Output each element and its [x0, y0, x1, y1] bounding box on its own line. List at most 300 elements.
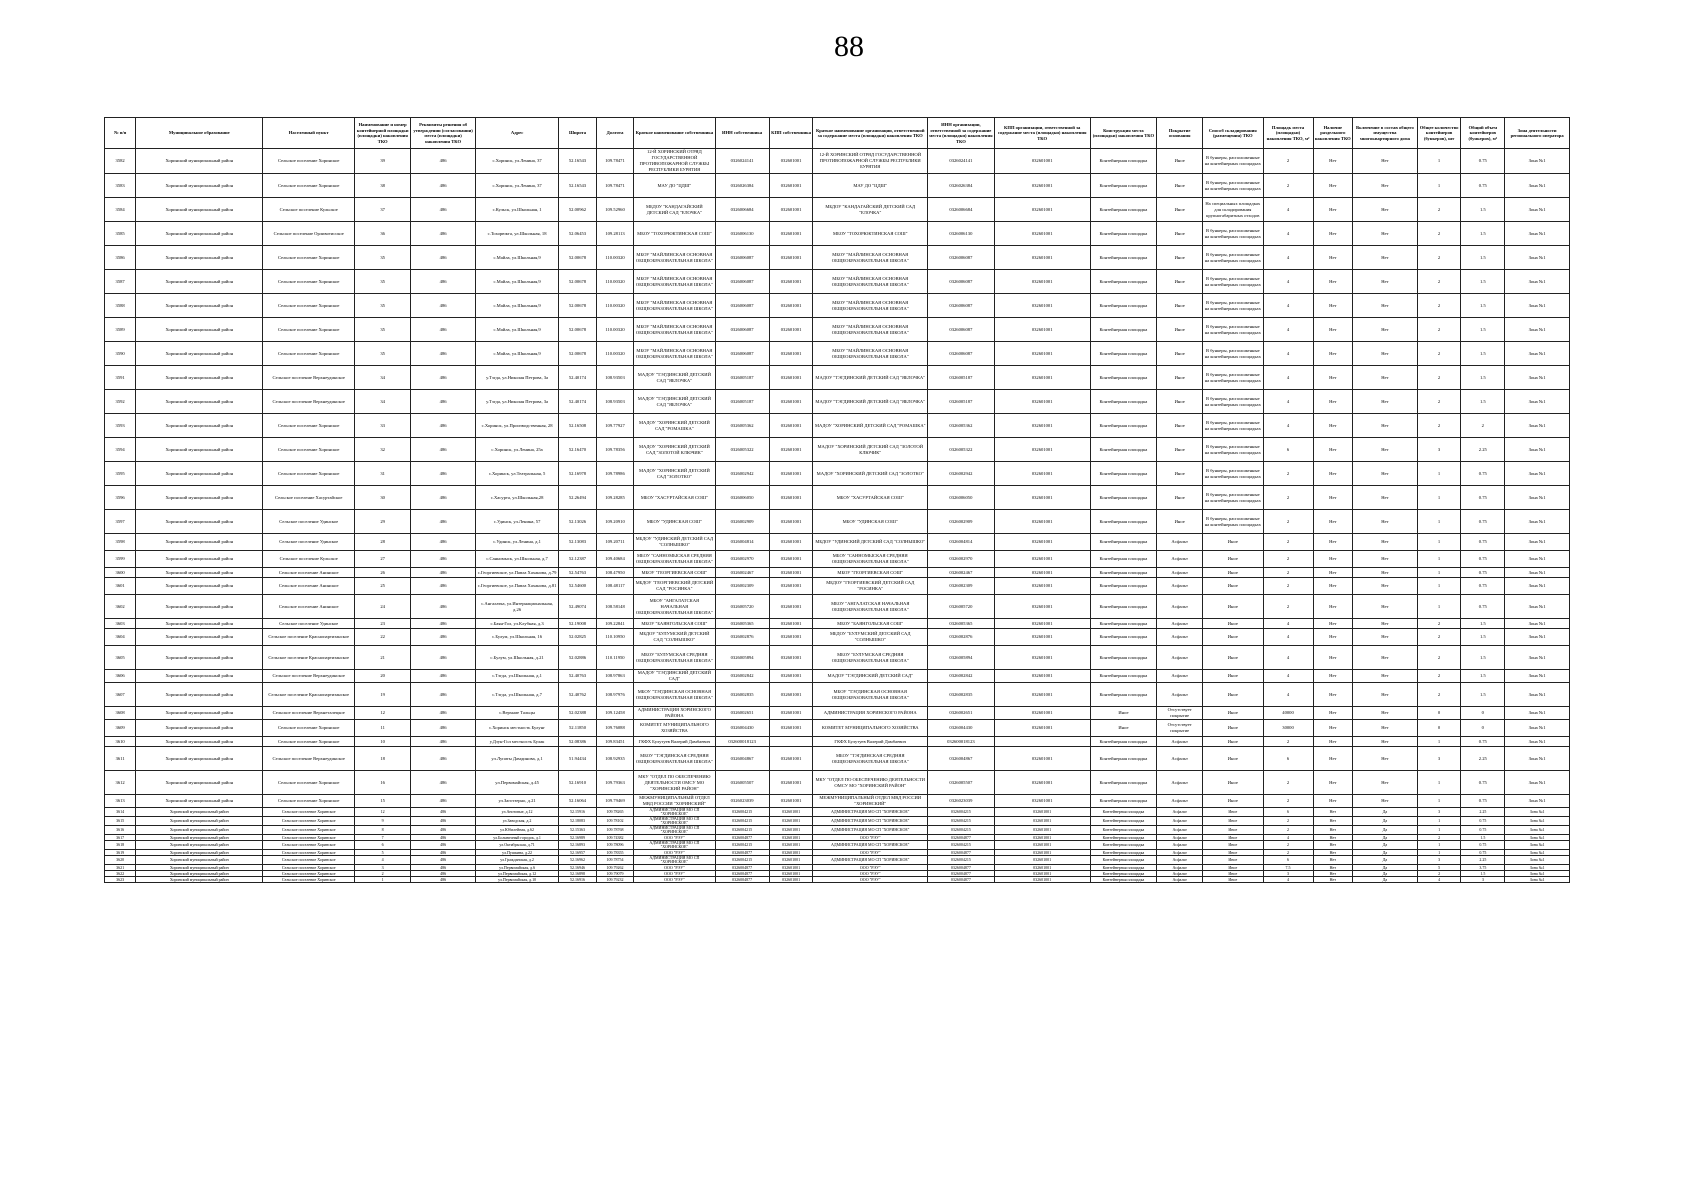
table-cell: Сельское поселение Хоринское: [263, 841, 355, 850]
table-cell: 032601001: [994, 720, 1090, 737]
table-cell: 032601001: [769, 246, 813, 270]
table-cell: ул.Юбилейная, д.62: [475, 826, 558, 835]
table-cell: с.Хоринск, ул.Производственная, 28: [475, 414, 558, 438]
table-cell: Нет: [1353, 198, 1418, 222]
table-cell: Зона №1: [1505, 865, 1570, 871]
table-cell: с.Майла, ул.Школьная,9: [475, 318, 558, 342]
table-cell: МАДОУ "ХОРИНСКИЙ ДЕТСКИЙ САД "РОМАШКА": [813, 414, 928, 438]
table-cell: 35: [355, 342, 411, 366]
table-cell: 3589: [105, 318, 136, 342]
table-cell: 0326005362: [928, 414, 995, 438]
table-cell: Зона №1: [1505, 683, 1570, 707]
table-cell: 032600018123: [715, 737, 769, 747]
table-cell: 032601001: [994, 270, 1090, 294]
table-cell: ООО "РЭУ": [813, 865, 928, 871]
table-cell: 0326006087: [928, 246, 995, 270]
table-cell: Нет: [1313, 856, 1353, 865]
table-cell: 109.74382: [596, 835, 634, 841]
table-cell: 486: [411, 646, 476, 670]
table-cell: АДМИНИСТРАЦИЯ ХОРИНСКОГО РАЙОНА: [813, 707, 928, 720]
table-cell: Иное: [1203, 707, 1263, 720]
table-cell: 486: [411, 534, 476, 551]
table-cell: Да: [1353, 877, 1418, 883]
table-cell: Контейнерная площадка: [1090, 551, 1157, 568]
table-cell: 3584: [105, 198, 136, 222]
table-cell: Нет: [1353, 486, 1418, 510]
table-cell: 2.25: [1461, 856, 1505, 865]
table-cell: Хоринский муниципальный район: [136, 318, 263, 342]
table-cell: Нет: [1313, 366, 1353, 390]
table-cell: 1: [1417, 174, 1461, 198]
table-cell: 032601001: [994, 747, 1090, 771]
table-cell: Иное: [1203, 737, 1263, 747]
table-cell: 2: [1263, 841, 1313, 850]
table-cell: В бункеры, расположенные на контейнерных площадках: [1203, 342, 1263, 366]
table-row: [105, 510, 1570, 534]
table-cell: 3: [1417, 856, 1461, 865]
table-cell: 6: [355, 841, 411, 850]
table-cell: Сельское поселение Анинское: [263, 595, 355, 619]
table-cell: ул.Первомайская, д.12: [475, 871, 558, 877]
table-row: [105, 294, 1570, 318]
table-cell: Зона №1: [1505, 629, 1570, 646]
table-cell: 2: [1417, 318, 1461, 342]
table-cell: 1.5: [1461, 198, 1505, 222]
table-cell: Сельское поселение Удинское: [263, 619, 355, 629]
table-cell: 3607: [105, 683, 136, 707]
table-cell: 4: [1263, 619, 1313, 629]
table-cell: 3582: [105, 149, 136, 174]
table-cell: 35: [355, 318, 411, 342]
table-cell: 0326002909: [715, 510, 769, 534]
table-cell: 52.00678: [559, 294, 597, 318]
table-cell: Хоринский муниципальный район: [136, 149, 263, 174]
table-cell: 16: [355, 771, 411, 795]
table-cell: 0326005720: [715, 595, 769, 619]
table-cell: Зона №1: [1505, 795, 1570, 808]
table-cell: Нет: [1353, 294, 1418, 318]
table-cell: МАДОУ "ТЭГДИНСКИЙ ДЕТСКИЙ САД "ЯБЛОЧКА": [813, 390, 928, 414]
table-cell: у.Дзун-Гол местность Булак: [475, 737, 558, 747]
table-cell: 032601001: [994, 817, 1090, 826]
table-cell: Зона №1: [1505, 595, 1570, 619]
table-cell: 0326006684: [928, 198, 995, 222]
table-cell: Иное: [1157, 438, 1203, 462]
table-cell: 032601001: [769, 841, 813, 850]
table-cell: 1: [1417, 850, 1461, 856]
table-cell: 0326004215: [715, 856, 769, 865]
table-cell: 2: [1417, 414, 1461, 438]
table-cell: у.Тэгда, ул.Николая Петрова, 3а: [475, 366, 558, 390]
table-cell: 032601001: [769, 877, 813, 883]
table-cell: 2: [355, 871, 411, 877]
table-row: [105, 683, 1570, 707]
table-cell: 0: [1461, 720, 1505, 737]
table-cell: 1.5: [1461, 390, 1505, 414]
table-cell: 486: [411, 707, 476, 720]
table-cell: 110.00320: [596, 294, 634, 318]
table-cell: Иное: [1157, 318, 1203, 342]
table-cell: Хоринский муниципальный район: [136, 646, 263, 670]
table-cell: 0326006130: [715, 222, 769, 246]
table-cell: Нет: [1353, 720, 1418, 737]
table-cell: МБОУ "ТЭГДИНСКАЯ СРЕДНЯЯ ОБЩЕОБРАЗОВАТЕЛЬНАЯ ШКОЛА": [634, 747, 715, 771]
table-cell: ул.Первомайская, д.10: [475, 877, 558, 883]
table-cell: 486: [411, 720, 476, 737]
table-cell: Асфальт: [1157, 817, 1203, 826]
table-cell: Хоринский муниципальный район: [136, 683, 263, 707]
table-cell: МБДОУ "ГЕОРГИЕВСКИЙ ДЕТСКИЙ САД "РОСИНКА": [634, 578, 715, 595]
table-cell: Зона №1: [1505, 707, 1570, 720]
table-cell: Нет: [1313, 551, 1353, 568]
table-cell: 3599: [105, 551, 136, 568]
table-cell: Нет: [1353, 619, 1418, 629]
table-cell: 109.78471: [596, 174, 634, 198]
table-cell: [994, 737, 1090, 747]
table-cell: 0326002651: [715, 707, 769, 720]
table-cell: МАДОУ "ХОРИНСКИЙ ДЕТСКИЙ САД "ЗОЛОТКО": [813, 462, 928, 486]
table-cell: Нет: [1313, 670, 1353, 683]
table-cell: 109.20910: [596, 510, 634, 534]
table-cell: 2.25: [1461, 438, 1505, 462]
table-cell: 3598: [105, 534, 136, 551]
table-cell: Хоринский муниципальный район: [136, 414, 263, 438]
table-row: [105, 174, 1570, 198]
table-cell: 032601001: [769, 771, 813, 795]
table-cell: 3585: [105, 222, 136, 246]
table-cell: 52.15363: [559, 826, 597, 835]
table-cell: Контейнерная площадка: [1090, 342, 1157, 366]
table-cell: 0326004430: [928, 720, 995, 737]
table-cell: 0326004867: [715, 747, 769, 771]
column-header: КПП собственника: [769, 118, 813, 149]
table-cell: Нет: [1313, 222, 1353, 246]
table-cell: 109.78986: [596, 462, 634, 486]
table-cell: с.Хоринск местность Булунг: [475, 720, 558, 737]
table-cell: 032601001: [994, 342, 1090, 366]
table-cell: 032601001: [994, 198, 1090, 222]
table-cell: МБОУ "МАЙЛИНСКАЯ ОСНОВНАЯ ОБЩЕОБРАЗОВАТЕЛЬНАЯ ШКОЛА": [813, 246, 928, 270]
table-cell: Нет: [1313, 270, 1353, 294]
table-cell: 52.18083: [559, 817, 597, 826]
table-cell: Зона №1: [1505, 486, 1570, 510]
table-cell: 0326004215: [715, 817, 769, 826]
table-cell: 19: [355, 683, 411, 707]
tko-sites-table: [104, 117, 1570, 883]
table-cell: с.Майла, ул.Школьная,9: [475, 294, 558, 318]
table-cell: Сельское поселение Хоринское: [263, 720, 355, 737]
table-cell: 032601001: [769, 366, 813, 390]
column-header: ИНН собственника: [715, 118, 769, 149]
table-cell: В бункеры, расположенные на контейнерных площадках: [1203, 270, 1263, 294]
table-cell: 486: [411, 795, 476, 808]
column-header: Адрес: [475, 118, 558, 149]
table-cell: 4: [1263, 366, 1313, 390]
table-cell: Сельское поселение Верхнеудинское: [263, 670, 355, 683]
table-cell: с.Хасурта, ул.Школьная,28: [475, 486, 558, 510]
table-cell: 032601001: [994, 808, 1090, 817]
table-cell: Да: [1353, 856, 1418, 865]
table-cell: 52.13083: [559, 534, 597, 551]
table-cell: Зона №1: [1505, 270, 1570, 294]
table-cell: Зона №1: [1505, 856, 1570, 865]
table-cell: 3596: [105, 486, 136, 510]
table-cell: Нет: [1353, 578, 1418, 595]
table-cell: Нет: [1313, 342, 1353, 366]
table-cell: 032601001: [994, 826, 1090, 835]
table-cell: 0326006087: [928, 270, 995, 294]
table-cell: 486: [411, 390, 476, 414]
table-cell: АДМИНИСТРАЦИЯ МО СП "ХОРИНСКОЕ": [813, 826, 928, 835]
table-cell: МБОУ "БУЛУМСКАЯ СРЕДНЯЯ ОБЩЕОБРАЗОВАТЕЛЬНАЯ ШКОЛА": [813, 646, 928, 670]
table-cell: 52.02886: [559, 646, 597, 670]
table-cell: Зона №1: [1505, 534, 1570, 551]
table-cell: Иное: [1157, 390, 1203, 414]
table-cell: 109.12458: [596, 707, 634, 720]
table-cell: Зона №1: [1505, 771, 1570, 795]
table-cell: Нет: [1313, 198, 1353, 222]
table-cell: 2: [1417, 871, 1461, 877]
table-cell: 032601001: [994, 856, 1090, 865]
table-cell: 0326002876: [928, 629, 995, 646]
table-cell: 032601001: [769, 865, 813, 871]
table-cell: 032601001: [994, 683, 1090, 707]
table-cell: Да: [1353, 835, 1418, 841]
table-cell: 2: [1263, 795, 1313, 808]
table-cell: МБОУ "БАЯНГОЛЬСКАЯ СОШ": [813, 619, 928, 629]
table-cell: Контейнерная площадка: [1090, 568, 1157, 578]
table-cell: Зона №1: [1505, 808, 1570, 817]
table-cell: Нет: [1313, 629, 1353, 646]
table-cell: Зона №1: [1505, 438, 1570, 462]
table-cell: 4: [1263, 835, 1313, 841]
table-cell: Сельское поселение Хасуртайское: [263, 486, 355, 510]
table-cell: 1: [1417, 149, 1461, 174]
column-header: Долгота: [596, 118, 634, 149]
table-cell: Зона №1: [1505, 568, 1570, 578]
table-cell: 486: [411, 270, 476, 294]
table-cell: Нет: [1353, 222, 1418, 246]
table-cell: 3609: [105, 720, 136, 737]
table-cell: 2: [1263, 595, 1313, 619]
table-cell: 52.08386: [559, 737, 597, 747]
table-cell: Зона №1: [1505, 670, 1570, 683]
table-cell: 486: [411, 865, 476, 871]
table-cell: 486: [411, 826, 476, 835]
table-cell: 032601001: [994, 318, 1090, 342]
table-cell: Асфальт: [1157, 683, 1203, 707]
table-cell: 032601001: [769, 808, 813, 817]
table-cell: Зона №1: [1505, 850, 1570, 856]
table-cell: 032601001: [769, 720, 813, 737]
table-cell: Хоринский муниципальный район: [136, 871, 263, 877]
table-cell: 0326005322: [928, 438, 995, 462]
table-cell: Нет: [1353, 629, 1418, 646]
table-body: [105, 149, 1570, 883]
table-cell: Нет: [1353, 270, 1418, 294]
table-cell: 032601001: [994, 670, 1090, 683]
table-cell: Хоринский муниципальный район: [136, 294, 263, 318]
table-cell: 4: [1263, 646, 1313, 670]
table-cell: Нет: [1313, 771, 1353, 795]
table-cell: Нет: [1313, 747, 1353, 771]
table-cell: 4: [355, 856, 411, 865]
table-cell: 2: [1417, 366, 1461, 390]
table-cell: 52.16898: [559, 871, 597, 877]
table-cell: Иное: [1090, 707, 1157, 720]
table-cell: 108.93503: [596, 390, 634, 414]
table-cell: 109.52960: [596, 198, 634, 222]
table-cell: с.Кульск, ул.Школьная, 1: [475, 198, 558, 222]
table-cell: 6: [1263, 808, 1313, 817]
table-cell: МАДОУ "ТЭГДИНСКИЙ ДЕТСКИЙ САД": [634, 670, 715, 683]
table-cell: 108.47950: [596, 568, 634, 578]
table-cell: 4: [1263, 342, 1313, 366]
table-cell: Иное: [1203, 835, 1263, 841]
table-cell: АДМИНИСТРАЦИЯ МО СП "ХОРИНСКОЕ": [634, 826, 715, 835]
table-cell: ул.Гражданская, д.2: [475, 856, 558, 865]
table-cell: 32: [355, 438, 411, 462]
table-cell: Контейнерная площадка: [1090, 826, 1157, 835]
table-cell: МАДОУ "ТЭГДИНСКИЙ ДЕТСКИЙ САД "ЯБЛОЧКА": [634, 390, 715, 414]
column-header: Краткое наименование организации, ответственной за содержание места (площадки) накопления ТКО: [813, 118, 928, 149]
table-cell: Асфальт: [1157, 629, 1203, 646]
table-cell: Сельское поселение Краснопартизанское: [263, 629, 355, 646]
table-row: [105, 568, 1570, 578]
table-cell: у.Тэгда, ул.Николая Петрова, 3а: [475, 390, 558, 414]
table-cell: Нет: [1353, 707, 1418, 720]
table-cell: 032601001: [769, 795, 813, 808]
table-cell: 0326004215: [928, 856, 995, 865]
table-cell: Сельское поселение Хоринское: [263, 462, 355, 486]
table-cell: 52.15916: [559, 808, 597, 817]
table-cell: МБОУ "МАЙЛИНСКАЯ ОСНОВНАЯ ОБЩЕОБРАЗОВАТЕЛЬНАЯ ШКОЛА": [634, 270, 715, 294]
table-cell: Контейнерная площадка: [1090, 817, 1157, 826]
table-cell: 3597: [105, 510, 136, 534]
table-cell: МАДОУ "ХОРИНСКИЙ ДЕТСКИЙ САД "ЗОЛОТОЙ КЛЮЧИК": [634, 438, 715, 462]
table-cell: 0326005365: [715, 619, 769, 629]
table-cell: 2: [1263, 551, 1313, 568]
table-cell: 032601001: [769, 835, 813, 841]
column-header: Общее количество контейнеров (бункеров), шт: [1417, 118, 1461, 149]
table-cell: Контейнерная площадка: [1090, 856, 1157, 865]
table-cell: 032601001: [769, 568, 813, 578]
table-cell: Сельское поселение Хоринское: [263, 438, 355, 462]
table-cell: 3610: [105, 737, 136, 747]
table-cell: Нет: [1353, 568, 1418, 578]
table-cell: Сельское поселение Хоринское: [263, 318, 355, 342]
table-cell: Зона №1: [1505, 366, 1570, 390]
table-cell: 0326002942: [928, 462, 995, 486]
table-cell: 486: [411, 771, 476, 795]
table-row: [105, 390, 1570, 414]
table-cell: 3601: [105, 578, 136, 595]
table-cell: 0: [1417, 707, 1461, 720]
table-cell: Асфальт: [1157, 808, 1203, 817]
table-cell: 3618: [105, 841, 136, 850]
table-cell: 2: [1417, 270, 1461, 294]
table-cell: Сельское поселение Хоринское: [263, 771, 355, 795]
table-cell: Контейнерная площадка: [1090, 841, 1157, 850]
table-cell: 032601001: [994, 865, 1090, 871]
table-cell: 0326005507: [715, 771, 769, 795]
table-cell: 51.94434: [559, 747, 597, 771]
table-cell: Хоринский муниципальный район: [136, 619, 263, 629]
table-cell: Сельское поселение Краснопартизанское: [263, 646, 355, 670]
table-cell: 109.83451: [596, 737, 634, 747]
table-cell: 032601001: [994, 578, 1090, 595]
table-cell: Сельское поселение Хоринское: [263, 342, 355, 366]
table-cell: Зона №1: [1505, 877, 1570, 883]
table-cell: Нет: [1353, 342, 1418, 366]
table-cell: Асфальт: [1157, 595, 1203, 619]
table-cell: Хоринский муниципальный район: [136, 551, 263, 568]
table-cell: 29: [355, 510, 411, 534]
table-row: [105, 826, 1570, 835]
table-cell: 032601001: [994, 871, 1090, 877]
table-cell: 2: [1263, 771, 1313, 795]
table-row: [105, 222, 1570, 246]
column-header: Муниципальное образование: [136, 118, 263, 149]
table-cell: 3583: [105, 174, 136, 198]
table-cell: 032601001: [769, 534, 813, 551]
table-cell: 52.00678: [559, 342, 597, 366]
table-cell: 0326002970: [715, 551, 769, 568]
table-cell: 486: [411, 835, 476, 841]
table-cell: Хоринский муниципальный район: [136, 856, 263, 865]
table-cell: 3: [1263, 871, 1313, 877]
table-cell: 52.16957: [559, 850, 597, 856]
table-cell: 4: [1263, 670, 1313, 683]
table-cell: Нет: [1313, 835, 1353, 841]
table-cell: 109.78096: [596, 841, 634, 850]
table-cell: 2: [1263, 510, 1313, 534]
table-cell: 2: [1417, 294, 1461, 318]
table-cell: Хоринский муниципальный район: [136, 568, 263, 578]
table-row: [105, 486, 1570, 510]
table-cell: 1: [1417, 510, 1461, 534]
table-cell: Нет: [1313, 438, 1353, 462]
table-cell: 0326005187: [928, 390, 995, 414]
table-cell: Контейнерная площадка: [1090, 808, 1157, 817]
table-cell: Хоринский муниципальный район: [136, 438, 263, 462]
table-cell: 2: [1263, 737, 1313, 747]
table-cell: Нет: [1353, 510, 1418, 534]
table-cell: 032601001: [994, 390, 1090, 414]
table-cell: Асфальт: [1157, 795, 1203, 808]
table-cell: 032601001: [994, 462, 1090, 486]
table-cell: МБОУ "ТЭГДИНСКАЯ ОСНОВНАЯ ОБЩЕОБРАЗОВАТЕЛЬНАЯ ШКОЛА": [813, 683, 928, 707]
column-header: КПП организации, ответственной за содержание места (площадки) накопления ТКО: [994, 118, 1090, 149]
table-cell: Нет: [1313, 646, 1353, 670]
table-cell: с.Майла, ул.Школьная,9: [475, 246, 558, 270]
table-cell: Асфальт: [1157, 747, 1203, 771]
table-cell: 0.75: [1461, 149, 1505, 174]
table-row: [105, 534, 1570, 551]
table-cell: [769, 737, 813, 747]
table-cell: МАУ ДО "ЦДШ": [634, 174, 715, 198]
table-cell: 032601001: [994, 646, 1090, 670]
table-cell: 032601001: [994, 486, 1090, 510]
table-cell: 032601001: [769, 486, 813, 510]
table-cell: 3.75: [1461, 865, 1505, 871]
table-cell: 52.11850: [559, 720, 597, 737]
table-cell: 2: [1417, 222, 1461, 246]
column-header: № п/п: [105, 118, 136, 149]
table-cell: Асфальт: [1157, 865, 1203, 871]
table-cell: 0.75: [1461, 534, 1505, 551]
table-cell: Зона №1: [1505, 318, 1570, 342]
